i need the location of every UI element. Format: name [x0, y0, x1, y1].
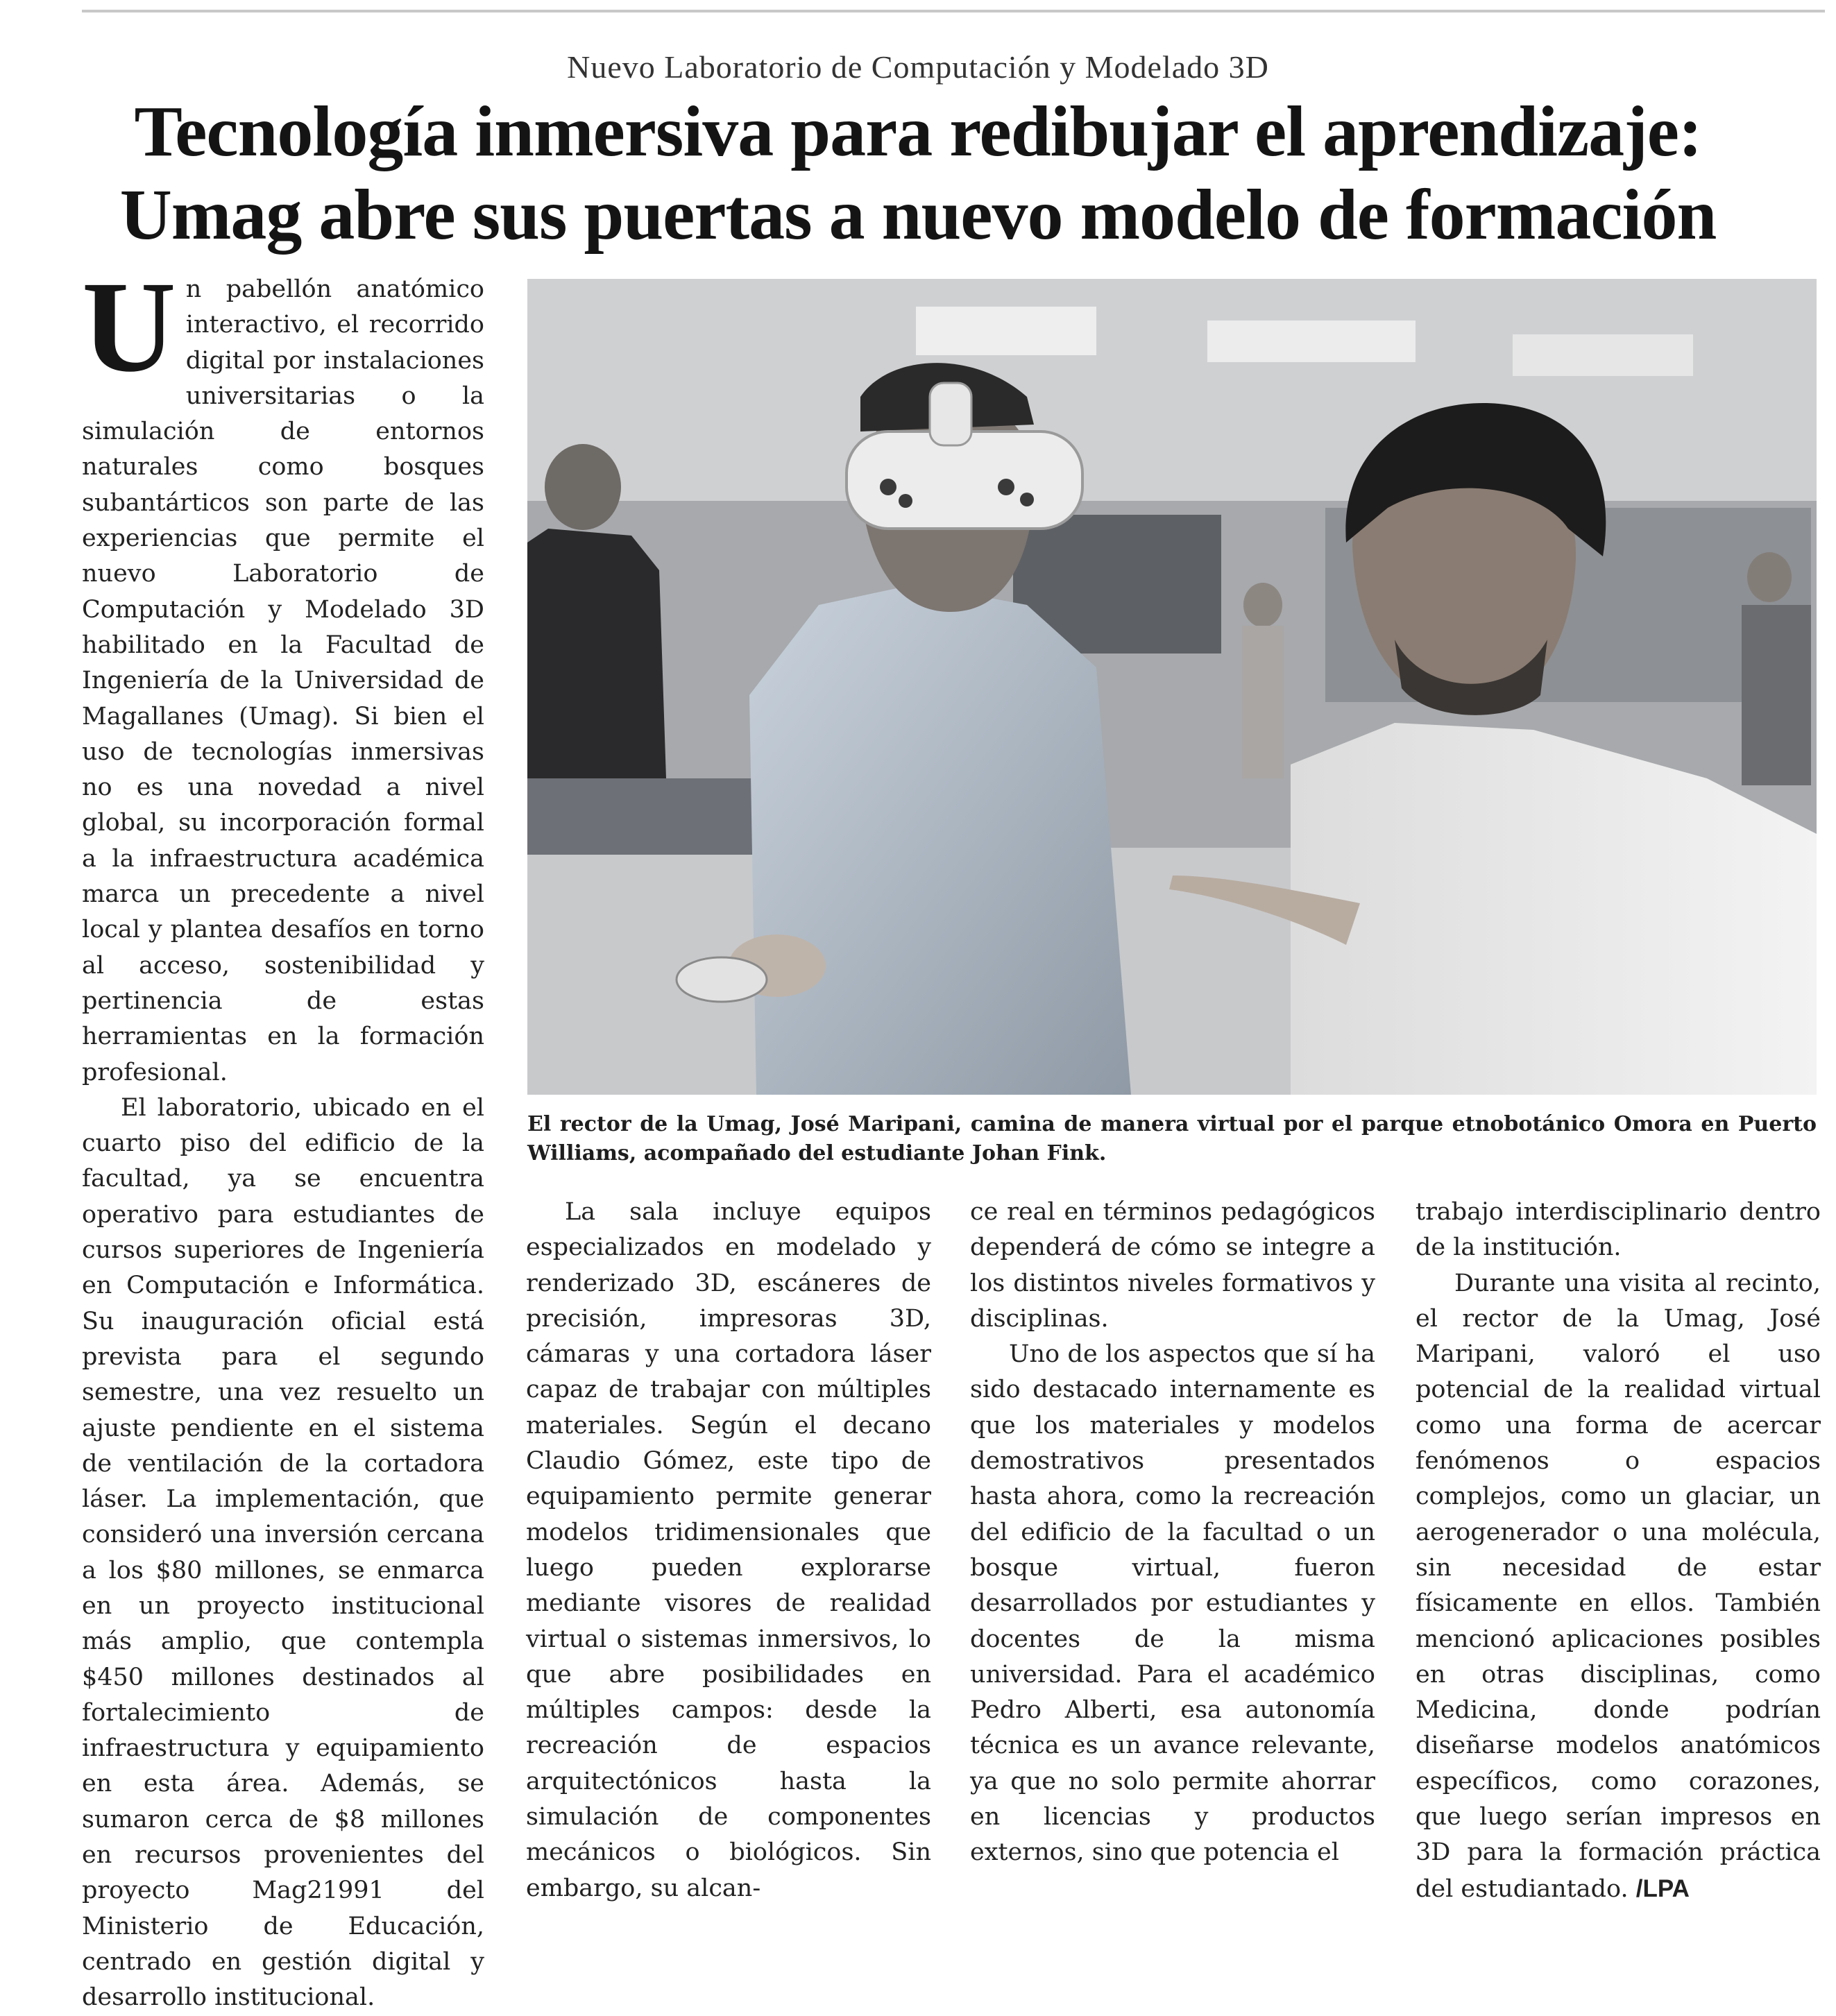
column-2 [526, 1195, 931, 1902]
paragraph [1416, 1266, 1821, 1907]
paragraph [82, 254, 484, 1091]
author-signature: /LPA [1635, 1874, 1690, 1902]
article-kicker: Nuevo Laboratorio de Computación y Modelado 3D [567, 49, 1269, 85]
headline-line-2: Umag abre sus puertas a nuevo modelo de formación [119, 175, 1717, 255]
paragraph-text: Durante una visita al recinto, el rector de la Umag, José Maripani, valoró el uso potencial de la realidad virtual como una forma de acercar fenómenos o espacios complejos, como un glaciar, un aerogenerador o una molécula, sin necesidad de estar físicamente en ellos. También mencionó aplicaciones posibles en otras disciplinas, como Medicina, donde podrían diseñarse modelos anatómicos específicos, como corazones, que luego serían impresos en 3D para la formación práctica del estudiantado. [1416, 1269, 1821, 1903]
photo-caption: El rector de la Umag, José Maripani, camina de manera virtual por el parque etnobotánico Omora en Puerto Williams, acompañado del estudiante Johan Fink. [527, 1112, 1817, 1165]
article-photo [527, 279, 1817, 1095]
drop-cap: U [82, 254, 176, 399]
paragraph: El laboratorio, ubicado en el cuarto piso del edificio de la facultad, ya se encuentra operativo para estudiantes de cursos superiores de Ingeniería en Computación e Informática. Su inauguración oficial está prevista para el segundo semestre, una vez resuelto un ajuste pendiente en el sistema de ventilación de la cortadora láser. La implementación, que consideró una inversión cercana a los $80 millones, se enmarca en un proyecto institucional más amplio, que contempla $450 millones destinados al fortalecimiento de infraestructura y equipamiento en esta área. Además, se sumaron cerca de $8 millones en recursos provenientes del proyecto Mag21991 del Ministerio de Educación, centrado en gestión digital y desarrollo institucional. [82, 1093, 484, 2012]
paragraph-text: n pabellón anatómico interactivo, el recorrido digital por instalaciones universitarias o la simulación de entornos naturales como bosques subantárticos son parte de las experiencias que permite el nuevo Laboratorio de Computación y Modelado 3D habilitado en la Facultad de Ingeniería de la Universidad de Magallanes (Umag). Si bien el uso de tecnologías inmersivas no es una novedad a nivel global, su incorporación formal a la infraestructura académica marca un precedente a nivel local y plantea desafíos en torno al acceso, sostenibilidad y pertinencia de estas herramientas en la formación profesional. [82, 275, 484, 1086]
paragraph: La sala incluye equipos especializados en modelado y renderizado 3D, escáneres de precisión, impresoras 3D, cámaras y una cortadora láser capaz de trabajar con múltiples materiales. Según el decano Claudio Gómez, este tipo de equipamiento permite generar modelos tridimensionales que luego pueden explorarse mediante visores de realidad virtual o sistemas inmersivos, lo que abre posibilidades en múltiples campos: desde la recreación de espacios arquitectónicos hasta la simulación de componentes mecánicos o biológicos. Sin embargo, su alcan- [526, 1198, 931, 1902]
paragraph: ce real en términos pedagógicos dependerá de cómo se integre a los distintos niveles formativos y disciplinas. [970, 1198, 1375, 1333]
column-4 [1416, 1195, 1821, 1903]
photo-vr-lab-scene [527, 279, 1817, 1095]
column-1 [82, 254, 484, 2012]
paragraph: trabajo interdisciplinario dentro de la institución. [1416, 1198, 1821, 1262]
column-3 [970, 1195, 1375, 1867]
headline-line-1: Tecnología inmersiva para redibujar el aprendizaje: [134, 92, 1702, 171]
paragraph: Uno de los aspectos que sí ha sido destacado internamente es que los materiales y modelos demostrativos presentados hasta ahora, como la recreación del edificio de la facultad o un bosque virtual, fueron desarrollados por estudiantes y docentes de la misma universidad. Para el académico Pedro Alberti, esa autonomía técnica es un avance relevante, ya que no solo permite ahorrar en licencias y productos externos, sino que potencia el [970, 1340, 1375, 1867]
article-headline [42, 90, 1794, 257]
top-rule [82, 10, 1825, 12]
